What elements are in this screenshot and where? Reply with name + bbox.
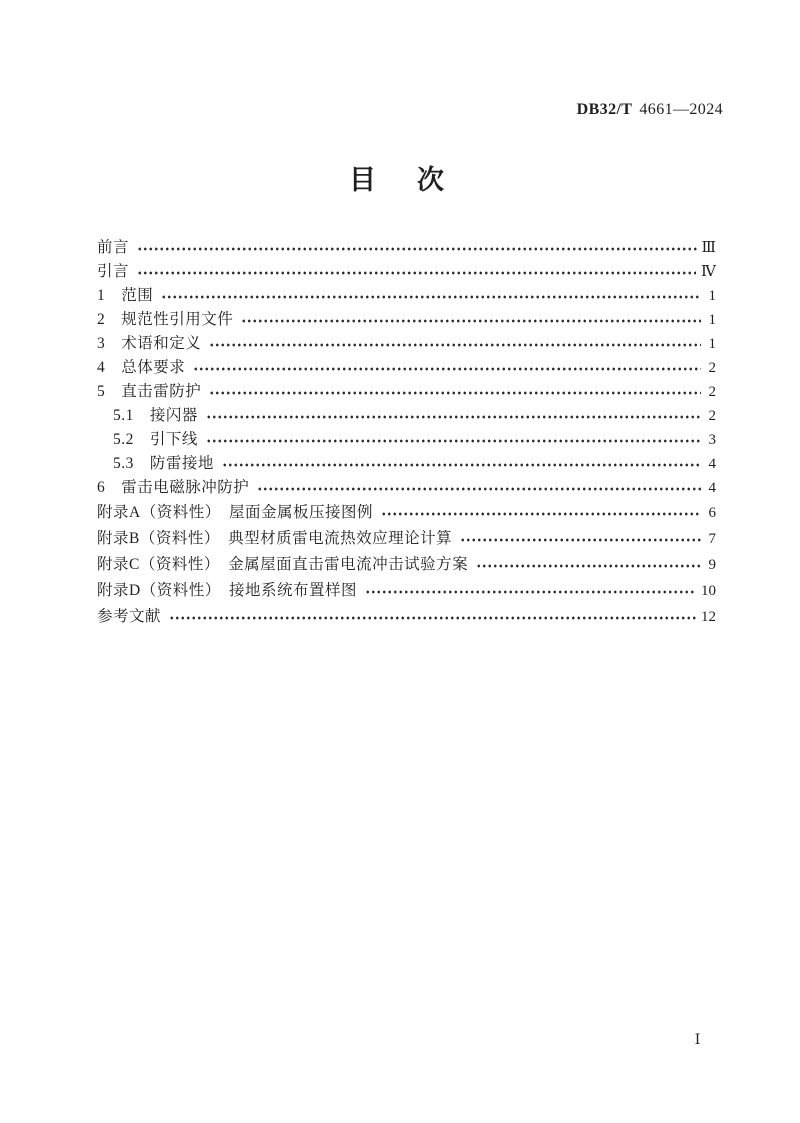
toc-entry-label: 4 总体要求	[97, 359, 186, 377]
toc-dot-leader	[169, 604, 696, 630]
toc-entry	[97, 404, 716, 428]
toc-dot-leader	[460, 526, 701, 552]
toc-dot-leader	[241, 308, 701, 332]
toc-entry-page: 2	[708, 359, 716, 376]
standard-code-number: 4661—2024	[639, 101, 723, 118]
toc-entry-page: Ⅳ	[701, 263, 716, 280]
toc-entry	[97, 236, 716, 260]
toc-entry-label: 5.3 防雷接地	[113, 455, 214, 473]
toc-entry	[97, 604, 716, 630]
toc-entry-page: 7	[708, 530, 716, 547]
toc-entry-label: 前言	[97, 239, 130, 257]
toc-entry-label: 附录B（资料性） 典型材质雷电流热效应理论计算	[97, 530, 453, 548]
toc-entry	[97, 380, 716, 404]
toc-entry-label: 附录D（资料性） 接地系统布置样图	[97, 582, 357, 600]
toc-dot-leader	[381, 500, 701, 526]
toc-entry-page: 4	[708, 479, 716, 496]
toc-entry	[97, 526, 716, 552]
toc-entry	[97, 332, 716, 356]
toc-entry-page: 1	[708, 335, 716, 352]
toc-dot-leader	[206, 404, 701, 428]
toc-entry-page: 3	[708, 431, 716, 448]
toc-entry-label: 5 直击雷防护	[97, 383, 202, 401]
toc-entry	[97, 308, 716, 332]
toc-dot-leader	[161, 284, 701, 308]
standard-code	[577, 101, 723, 119]
toc-entry	[97, 356, 716, 380]
toc-entry-label: 参考文献	[97, 608, 162, 626]
toc-entry-page: 12	[701, 608, 716, 625]
toc-entry	[97, 260, 716, 284]
toc-entry-page: Ⅲ	[701, 239, 716, 256]
toc-entry	[97, 578, 716, 604]
toc-entry-label: 引言	[97, 263, 130, 281]
toc-entry	[97, 476, 716, 500]
toc-dot-leader	[209, 380, 701, 404]
toc-entry-page: 1	[708, 287, 716, 304]
toc-entry	[97, 452, 716, 476]
toc-entry	[97, 428, 716, 452]
toc-dot-leader	[222, 452, 701, 476]
toc-dot-leader	[206, 428, 701, 452]
toc-entry-page: 10	[701, 582, 716, 599]
toc-dot-leader	[137, 260, 696, 284]
page-title: 目 次	[349, 165, 451, 195]
toc-dot-leader	[365, 578, 696, 604]
toc-entry-label: 1 范围	[97, 287, 154, 305]
toc-entry-label: 5.1 接闪器	[113, 407, 198, 425]
toc-entry-page: 2	[708, 383, 716, 400]
toc-entry-page: 9	[708, 556, 716, 573]
toc-entry	[97, 552, 716, 578]
toc-entry-label: 6 雷击电磁脉冲防护	[97, 479, 250, 497]
toc-entry-page: 2	[708, 407, 716, 424]
toc-entry-page: 6	[708, 504, 716, 521]
toc-entry-page: 1	[708, 311, 716, 328]
footer-page-number: Ⅰ	[694, 1033, 701, 1048]
toc-entry-label: 2 规范性引用文件	[97, 311, 234, 329]
toc-entry-label: 5.2 引下线	[113, 431, 198, 449]
toc-dot-leader	[257, 476, 701, 500]
toc-entry	[97, 500, 716, 526]
toc-entry	[97, 284, 716, 308]
toc-dot-leader	[193, 356, 701, 380]
toc-list	[97, 236, 716, 630]
toc-entry-label: 3 术语和定义	[97, 335, 202, 353]
toc-dot-leader	[137, 236, 697, 260]
toc-dot-leader	[209, 332, 701, 356]
toc-entry-label: 附录C（资料性） 金属屋面直击雷电流冲击试验方案	[97, 556, 469, 574]
toc-entry-page: 4	[708, 455, 716, 472]
standard-code-prefix: DB32/T	[576, 101, 633, 118]
toc-dot-leader	[476, 552, 701, 578]
toc-entry-label: 附录A（资料性） 屋面金属板压接图例	[97, 504, 373, 522]
